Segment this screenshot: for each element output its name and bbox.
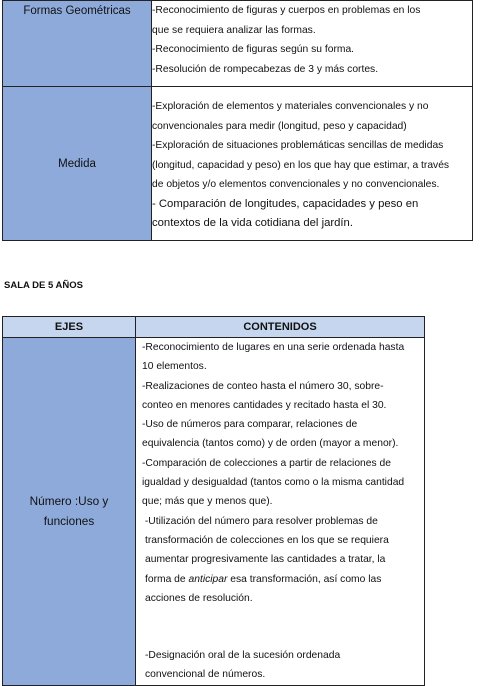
header-contenidos: CONTENIDOS xyxy=(136,317,425,338)
content-line: -Exploración de situaciones problemáticas sencillas de medidas xyxy=(152,140,444,151)
content-line: -Utilización del número para resolver problemas de xyxy=(142,515,378,527)
axis-label: Formas Geométricas xyxy=(23,5,131,17)
axis-label: Medida xyxy=(58,157,96,170)
content-line: de objetos y/o elementos convencionales y no convencionales. xyxy=(152,179,440,190)
content-line: (longitud, capacidad y peso) en los que hay que estimar, a través xyxy=(152,159,450,171)
table-header-row xyxy=(3,317,425,338)
axis-cell xyxy=(3,338,136,686)
content-line: que; más que y menos que). xyxy=(142,496,273,508)
content-line: conteo en menores cantidades y recitado hasta el 30. xyxy=(142,399,387,411)
section-title: SALA DE 5 AÑOS xyxy=(4,280,84,291)
axis-label-line: funciones xyxy=(43,514,95,529)
table-row xyxy=(3,87,473,241)
content-line: -Reconocimiento de lugares en una serie ordenada hasta xyxy=(142,342,405,353)
content-line: -Realizaciones de conteo hasta el número 30, sobre- xyxy=(142,380,384,392)
content-line: - Comparación de longitudes, capacidades y peso en xyxy=(152,197,419,210)
content-line: -Reconocimiento de figuras y cuerpos en problemas en los xyxy=(152,5,421,16)
content-line: convencional de números. xyxy=(145,669,266,681)
content-line: 10 elementos. xyxy=(142,361,207,373)
content-line: convencionales para medir (longitud, peso y capacidad) xyxy=(152,120,407,132)
table-row xyxy=(3,1,473,87)
content-line: -Uso de números para comparar, relaciones de xyxy=(142,419,358,431)
content-text: forma de xyxy=(145,573,189,585)
contents-table-4-years xyxy=(2,0,473,241)
content-line: -Comparación de colecciones a partir de relaciones de xyxy=(142,457,391,469)
content-line: -Designación oral de la sucesión ordenada xyxy=(145,650,341,662)
content-line: -Exploración de elementos y materiales convencionales y no xyxy=(152,101,429,112)
content-cell xyxy=(136,338,425,686)
header-ejes: EJES xyxy=(3,317,136,338)
content-line: transformación de colecciones en los que se requiera xyxy=(145,534,389,546)
content-line: que se requiera analizar las formas. xyxy=(152,24,316,36)
content-line: -Reconocimiento de figuras según su forma. xyxy=(152,44,355,55)
axis-cell xyxy=(3,87,152,241)
content-text: esa transformación, así como las xyxy=(227,573,382,585)
content-line: aumentar progresivamente las cantidades a tratar, la xyxy=(145,554,386,566)
axis-label-line: Número :Uso y xyxy=(29,494,109,509)
content-cell xyxy=(152,1,473,87)
content-line xyxy=(142,570,424,589)
content-cell xyxy=(152,87,473,241)
content-line: igualdad y desigualdad (tantos como o la misma cantidad xyxy=(142,477,405,489)
content-line: -Resolución de rompecabezas de 3 y más cortes. xyxy=(152,63,379,75)
contents-table-5-years xyxy=(2,316,425,686)
spacer xyxy=(142,608,424,646)
axis-cell xyxy=(3,1,152,87)
content-line: contextos de la vida cotidiana del jardín. xyxy=(152,217,353,229)
content-line: acciones de resolución. xyxy=(145,592,253,604)
emphasis-text: anticipar xyxy=(188,573,228,585)
content-line: equivalencia (tantos como) y de orden (mayor a menor). xyxy=(142,438,399,450)
table-row xyxy=(3,338,425,686)
